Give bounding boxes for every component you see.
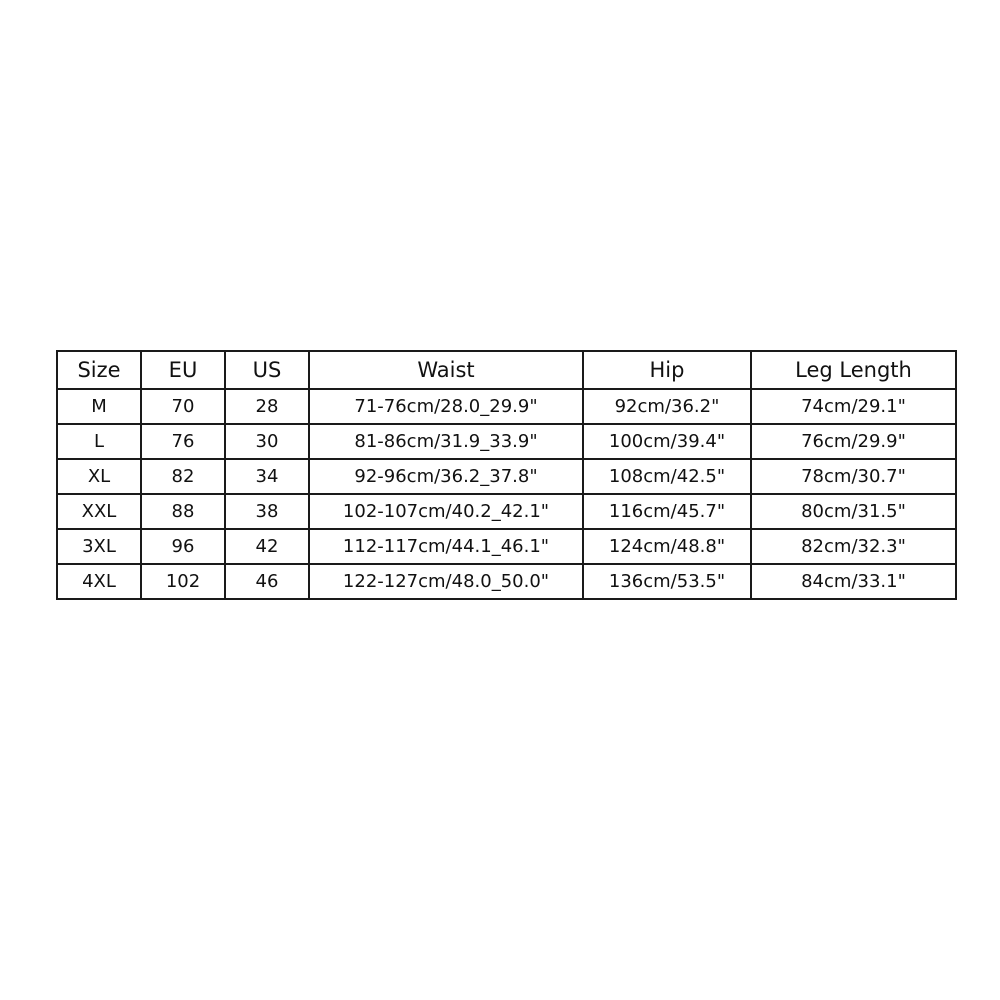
cell-eu: 102 bbox=[141, 564, 225, 599]
cell-waist: 102-107cm/40.2_42.1" bbox=[309, 494, 583, 529]
cell-waist: 122-127cm/48.0_50.0" bbox=[309, 564, 583, 599]
cell-hip: 136cm/53.5" bbox=[583, 564, 751, 599]
cell-waist: 81-86cm/31.9_33.9" bbox=[309, 424, 583, 459]
cell-size: L bbox=[57, 424, 141, 459]
cell-us: 46 bbox=[225, 564, 309, 599]
table-row bbox=[57, 494, 956, 529]
size-chart-table bbox=[56, 350, 957, 600]
cell-eu: 82 bbox=[141, 459, 225, 494]
cell-us: 28 bbox=[225, 389, 309, 424]
header-waist: Waist bbox=[309, 351, 583, 389]
header-us: US bbox=[225, 351, 309, 389]
cell-hip: 100cm/39.4" bbox=[583, 424, 751, 459]
header-size: Size bbox=[57, 351, 141, 389]
table-row bbox=[57, 529, 956, 564]
cell-size: 3XL bbox=[57, 529, 141, 564]
cell-size: M bbox=[57, 389, 141, 424]
cell-hip: 108cm/42.5" bbox=[583, 459, 751, 494]
table-row bbox=[57, 424, 956, 459]
table-row bbox=[57, 389, 956, 424]
cell-leg-length: 78cm/30.7" bbox=[751, 459, 956, 494]
header-leg-length: Leg Length bbox=[751, 351, 956, 389]
table-row bbox=[57, 564, 956, 599]
cell-us: 30 bbox=[225, 424, 309, 459]
cell-us: 38 bbox=[225, 494, 309, 529]
cell-leg-length: 84cm/33.1" bbox=[751, 564, 956, 599]
header-eu: EU bbox=[141, 351, 225, 389]
cell-hip: 124cm/48.8" bbox=[583, 529, 751, 564]
cell-size: 4XL bbox=[57, 564, 141, 599]
cell-size: XL bbox=[57, 459, 141, 494]
cell-eu: 88 bbox=[141, 494, 225, 529]
cell-waist: 112-117cm/44.1_46.1" bbox=[309, 529, 583, 564]
cell-eu: 76 bbox=[141, 424, 225, 459]
cell-leg-length: 74cm/29.1" bbox=[751, 389, 956, 424]
cell-leg-length: 76cm/29.9" bbox=[751, 424, 956, 459]
cell-us: 42 bbox=[225, 529, 309, 564]
cell-eu: 70 bbox=[141, 389, 225, 424]
size-chart-header bbox=[57, 351, 956, 389]
cell-leg-length: 80cm/31.5" bbox=[751, 494, 956, 529]
cell-leg-length: 82cm/32.3" bbox=[751, 529, 956, 564]
cell-us: 34 bbox=[225, 459, 309, 494]
cell-hip: 116cm/45.7" bbox=[583, 494, 751, 529]
cell-hip: 92cm/36.2" bbox=[583, 389, 751, 424]
cell-size: XXL bbox=[57, 494, 141, 529]
size-chart-body bbox=[57, 389, 956, 599]
cell-waist: 71-76cm/28.0_29.9" bbox=[309, 389, 583, 424]
cell-waist: 92-96cm/36.2_37.8" bbox=[309, 459, 583, 494]
header-row bbox=[57, 351, 956, 389]
cell-eu: 96 bbox=[141, 529, 225, 564]
header-hip: Hip bbox=[583, 351, 751, 389]
table-row bbox=[57, 459, 956, 494]
